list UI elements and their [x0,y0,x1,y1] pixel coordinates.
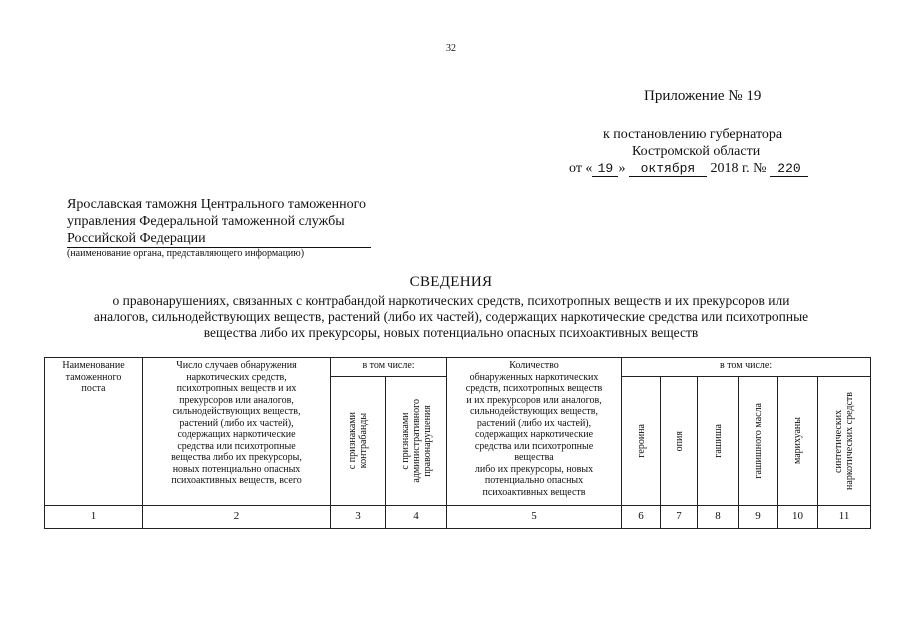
report-table [44,357,871,529]
column-number: 7 [661,506,698,529]
group-header-quantity: в том числе: [622,358,871,377]
subtitle-line-1: о правонарушениях, связанных с контрабандой наркотических средств, психотропных веществ и их прекурсоров или [112,293,790,308]
column-number: 4 [386,506,447,529]
column-number: 1 [45,506,143,529]
date-prefix: от « [569,161,593,176]
date-month: октября [629,161,707,177]
decree-number: 220 [770,161,808,177]
column-number: 10 [778,506,818,529]
col-header-contraband-cell [331,377,386,506]
subtitle-line-3: вещества либо их прекурсоры, новых потенциально опасных психоактивных веществ [203,325,699,340]
col-header-opium: опия [673,430,685,452]
org-caption: (наименование органа, представляющего информацию) [67,248,305,259]
date-year: 2018 г. № [710,161,767,176]
col-header-heroin-cell [622,377,661,506]
page-number: 32 [446,43,456,54]
org-line-3: Российской Федерации [67,230,371,248]
document-subtitle [30,293,872,341]
col-header-hash-oil: гашишного масла [752,403,764,479]
col-header-admin-cell [386,377,447,506]
col-header-heroin: героина [635,424,647,458]
col-header-post-name: Наименование таможенного поста [45,358,143,506]
column-number: 2 [143,506,331,529]
decree-line-2: Костромской области [632,144,761,159]
col-header-hashish-cell [698,377,739,506]
group-header-cases: в том числе: [331,358,447,377]
column-number-row [45,506,871,529]
col-header-marijuana: марихуаны [792,417,803,465]
column-number: 6 [622,506,661,529]
document-title: СВЕДЕНИЯ [409,274,493,290]
date-day: 19 [592,161,618,177]
col-header-contraband: с признаками контрабанды [347,412,369,470]
col-header-opium-cell [661,377,698,506]
org-line-2: управления Федеральной таможенной службы [67,214,345,229]
org-line-1: Ярославская таможня Центрального таможенного [67,197,366,212]
decree-date-line [569,161,808,177]
column-number: 8 [698,506,739,529]
column-number: 3 [331,506,386,529]
col-header-quantity-total: Количество обнаруженных наркотических средств, психотропных веществ и их прекурсоров или аналогов, сильнодействующих веществ, растений (либо их частей), содержащих наркотические средства или психотропные вещества либо их прекурсоры, новых потенциально опасных психоактивных веществ [447,358,622,506]
col-header-hash-oil-cell [739,377,778,506]
col-header-synthetic: синтетических наркотических средств [833,392,856,490]
appendix-title: Приложение № 19 [644,88,762,104]
column-number: 11 [818,506,871,529]
col-header-hashish: гашиша [712,424,724,458]
col-header-admin: с признаками административного правонарушения [399,399,433,483]
organization-name [67,196,371,248]
date-mid: » [618,161,626,176]
col-header-synthetic-cell [818,377,871,506]
col-header-cases-total: Число случаев обнаружения наркотических средств, психотропных веществ и их прекурсоров или аналогов, сильнодействующих веществ, растений (либо их частей), содержащих наркотические средства или психотропные вещества либо их прекурсоры, новых потенциально опасных психоактивных веществ, всего [143,358,331,506]
column-number: 9 [739,506,778,529]
decree-line-1: к постановлению губернатора [603,127,783,142]
col-header-marijuana-cell [778,377,818,506]
subtitle-line-2: аналогов, сильнодействующих веществ, растений (либо их частей), содержащих наркотические средства или психотропные [93,309,809,324]
column-number: 5 [447,506,622,529]
